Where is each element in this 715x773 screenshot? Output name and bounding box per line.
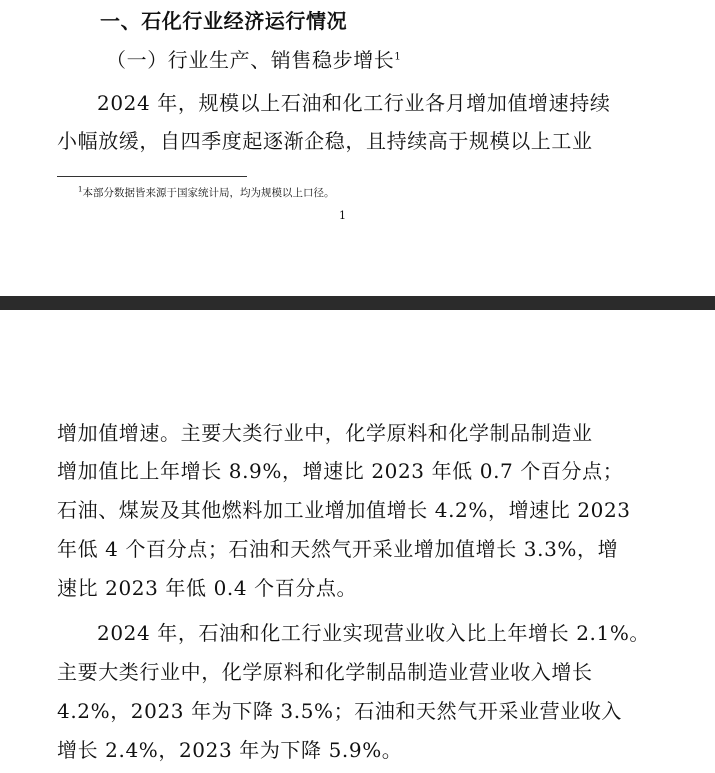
footnote-separator xyxy=(57,176,247,177)
paragraph-line: 小幅放缓，自四季度起逐渐企稳，且持续高于规模以上工业 xyxy=(57,129,593,153)
document-page-1 xyxy=(0,0,715,296)
document-page-2 xyxy=(0,310,715,773)
paragraph-line: 2024 年，石油和化工行业实现营业收入比上年增长 2.1%。 xyxy=(97,621,651,645)
paragraph-line: 速比 2023 年低 0.4 个百分点。 xyxy=(57,576,358,600)
footnote-mark: 1 xyxy=(78,185,83,194)
paragraph-line: 2024 年，规模以上石油和化工行业各月增加值增速持续 xyxy=(97,91,611,115)
paragraph-line: 增加值增速。主要大类行业中，化学原料和化学制品制造业 xyxy=(57,421,593,445)
paragraph-line: 主要大类行业中，化学原料和化学制品制造业营业收入增长 xyxy=(57,660,593,684)
paragraph-line: 石油、煤炭及其他燃料加工业增加值增长 4.2%，增速比 2023 xyxy=(57,498,631,522)
footnote xyxy=(78,186,334,200)
subsection-heading xyxy=(106,47,401,73)
section-heading: 一、石化行业经济运行情况 xyxy=(100,9,348,33)
page-number: 1 xyxy=(339,209,346,222)
paragraph-line: 增加值比上年增长 8.9%，增速比 2023 年低 0.7 个百分点； xyxy=(57,459,624,483)
footnote-text: 本部分数据皆来源于国家统计局，均为规模以上口径。 xyxy=(82,187,335,199)
page-separator xyxy=(0,296,715,310)
paragraph-line: 增长 2.4%，2023 年为下降 5.9%。 xyxy=(57,738,403,762)
subsection-heading-text: （一）行业生产、销售稳步增长 xyxy=(106,48,395,72)
footnote-reference: 1 xyxy=(394,51,402,63)
paragraph-line: 4.2%，2023 年为下降 3.5%；石油和天然气开采业营业收入 xyxy=(57,699,623,723)
paragraph-line: 年低 4 个百分点；石油和天然气开采业增加值增长 3.3%，增 xyxy=(57,537,619,561)
